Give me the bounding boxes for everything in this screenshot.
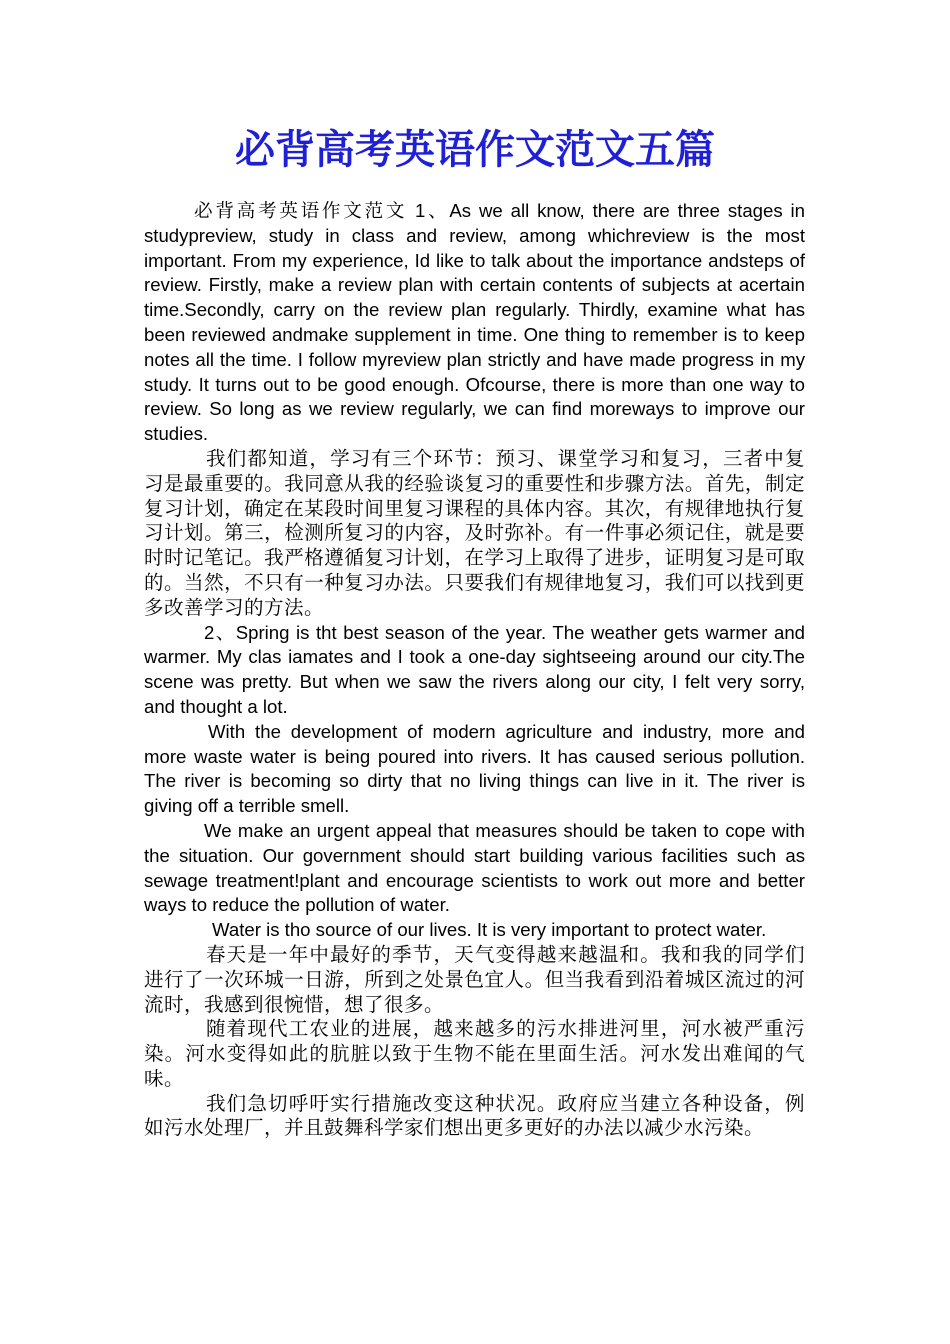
document-title: 必背高考英语作文范文五篇 bbox=[235, 126, 715, 173]
essay-1-english-paragraph: 必背高考英语作文范文 1、As we all know, there are three stages in studypreview, study in class and review, among whichreview is the most important. From my experience, Id like to talk about the importance andsteps of review. Firstly, make a review plan with certain contents of subjects at acertain time.Secondly, carry on the review plan regularly. Thirdly, examine what has been reviewed andmake supplement in time. One thing to remember is to keep notes all the time. I follow myreview plan strictly and have made progress in my study. It turns out to be good enough. Ofcourse, there is more than one way to review. So long as we review regularly, we can find moreways to improve our studies. bbox=[144, 200, 805, 445]
essay-2-paragraph-3: We make an urgent appeal that measures should be taken to cope with the situation. Our government should start building various facilities such as sewage treatment!plant and encourage scientists to work out more and better ways to reduce the pollution of water. bbox=[144, 819, 805, 916]
essay-2-chinese-paragraph-1: 春天是一年中最好的季节，天气变得越来越温和。我和我的同学们进行了一次环城一日游，所到之处景色宜人。但当我看到沿着城区流过的河流时，我感到很惋惜，想了很多。 bbox=[144, 942, 805, 1016]
essay-2-paragraph-4: Water is tho source of our lives. It is very important to protect water. bbox=[212, 919, 767, 941]
essay-2-chinese-paragraph-3: 我们急切呼吁实行措施改变这种状况。政府应当建立各种设备，例如污水处理厂，并且鼓舞科学家们想出更多更好的办法以减少水污染。 bbox=[144, 1091, 805, 1140]
essay-2-paragraph-2: With the development of modern agriculture and industry, more and more waste water is being poured into rivers. It has caused serious pollution. The river is becoming so dirty that no living things can live in it. The river is giving off a terrible smell. bbox=[144, 720, 805, 817]
essay-1-chinese-translation: 我们都知道，学习有三个环节：预习、课堂学习和复习，三者中复习是最重要的。我同意从我的经验谈复习的重要性和步骤方法。首先，制定复习计划，确定在某段时间里复习课程的具体内容。其次，有规律地执行复习计划。第三，检测所复习的内容，及时弥补。有一件事必须记住，就是要时时记笔记。我严格遵循复习计划，在学习上取得了进步，证明复习是可取的。当然，不只有一种复习办法。只要我们有规律地复习，我们可以找到更多改善学习的方法。 bbox=[144, 446, 805, 619]
essay-2-paragraph-1: 2、Spring is tht best season of the year. The weather gets warmer and warmer. My clas iamates and I took a one-day sightseeing around our city.The scene was pretty. But when we saw the rivers along our city, I felt very sorry, and thought a lot. bbox=[144, 621, 805, 717]
document-body bbox=[144, 199, 805, 1141]
essay-2-chinese-paragraph-2: 随着现代工农业的进展，越来越多的污水排进河里，河水被严重污染。河水变得如此的肮脏以致于生物不能在里面生活。河水发出难闻的气味。 bbox=[144, 1017, 805, 1090]
